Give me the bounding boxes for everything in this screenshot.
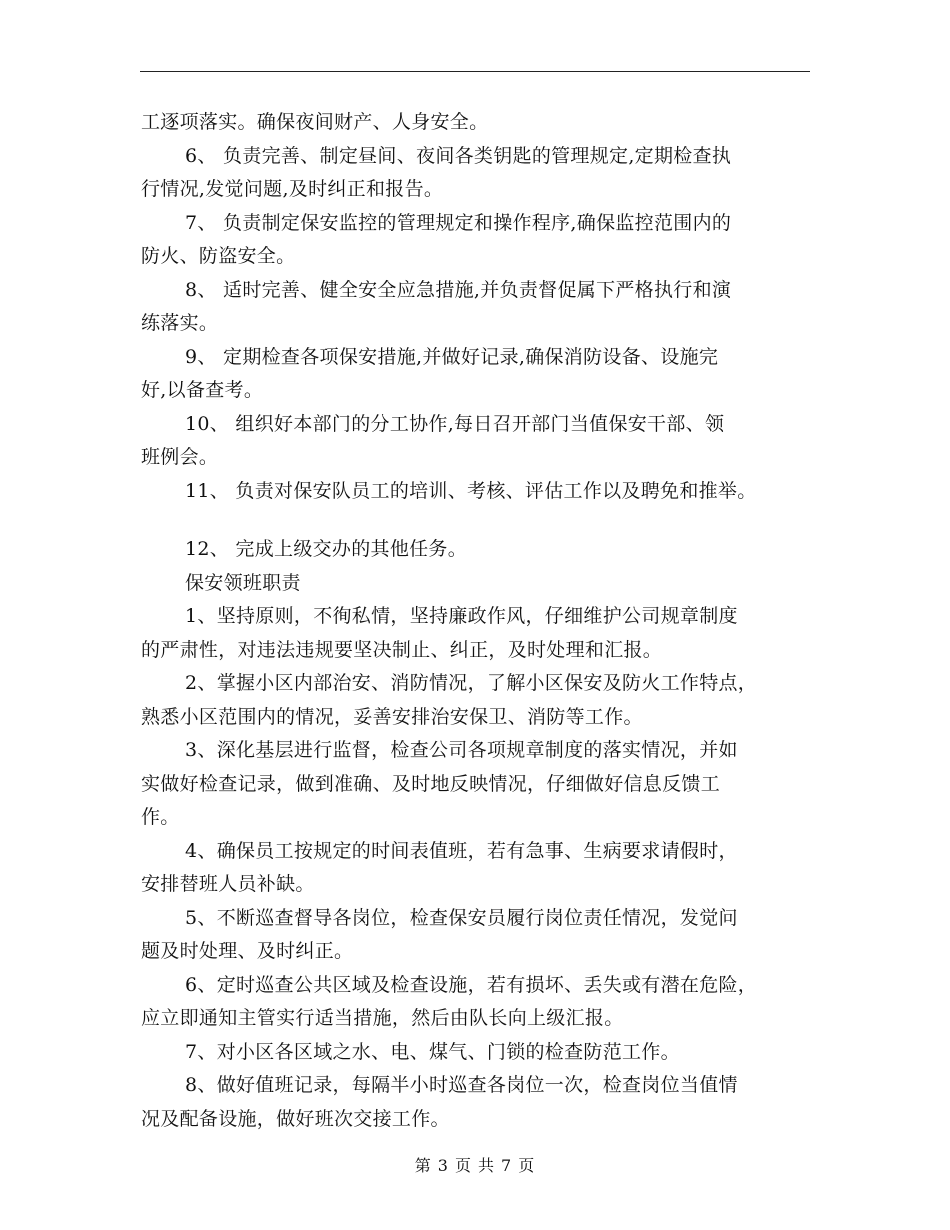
footer-page-number: 3 xyxy=(437,1156,449,1175)
text-line: 题及时处理、及时纠正。 xyxy=(141,940,354,962)
text-line: 5、不断巡查督导各岗位，检查保安员履行岗位责任情况，发觉问 xyxy=(185,906,738,929)
text-line: 班例会。 xyxy=(141,446,219,468)
footer-suffix: 页 xyxy=(518,1156,536,1175)
text-line: 12、 完成上级交办的其他任务。 xyxy=(185,538,468,560)
footer-prefix: 第 xyxy=(414,1156,432,1175)
footer-middle: 页 共 xyxy=(454,1156,496,1175)
footer-total-pages: 7 xyxy=(501,1156,513,1175)
text-line: 安排替班人员补缺。 xyxy=(141,873,315,895)
text-line: 的严肃性，对违法违规要坚决制止、纠正，及时处理和汇报。 xyxy=(141,638,663,661)
text-line: 8、 适时完善、健全安全应急措施,并负责督促属下严格执行和演 xyxy=(185,278,732,301)
page-footer xyxy=(0,1153,950,1176)
text-line: 作。 xyxy=(141,806,180,828)
text-line: 11、 负责对保安队员工的培训、考核、评估工作以及聘免和推举。 xyxy=(185,479,757,502)
text-line: 工逐项落实。确保夜间财产、人身安全。 xyxy=(141,111,489,133)
text-line: 9、 定期检查各项保安措施,并做好记录,确保消防设备、设施完 xyxy=(185,345,719,368)
text-line: 实做好检查记录，做到准确、及时地反映情况，仔细做好信息反馈工 xyxy=(141,772,721,795)
header-rule xyxy=(140,71,810,72)
text-line: 保安领班职责 xyxy=(185,571,301,594)
text-line: 7、对小区各区域之水、电、煤气、门锁的检查防范工作。 xyxy=(185,1040,680,1063)
paragraph-gap xyxy=(141,508,821,533)
text-line: 好,以备查考。 xyxy=(141,379,264,401)
text-line: 行情况,发觉问题,及时纠正和报告。 xyxy=(141,178,444,200)
text-line: 6、 负责完善、制定昼间、夜间各类钥匙的管理规定,定期检查执 xyxy=(185,144,732,167)
text-line: 4、确保员工按规定的时间表值班，若有急事、生病要求请假时， xyxy=(185,839,738,862)
text-line: 8、做好值班记录，每隔半小时巡查各岗位一次，检查岗位当值情 xyxy=(185,1074,738,1096)
text-line: 2、掌握小区内部治安、消防情况，了解小区保安及防火工作特点， xyxy=(185,672,758,694)
text-line: 应立即通知主管实行适当措施，然后由队长向上级汇报。 xyxy=(141,1007,624,1029)
text-line: 3、深化基层进行监督，检查公司各项规章制度的落实情况，并如 xyxy=(185,739,738,761)
text-line: 况及配备设施，做好班次交接工作。 xyxy=(141,1107,450,1130)
document-body xyxy=(141,106,821,1136)
text-line: 练落实。 xyxy=(141,312,219,334)
text-line: 6、定时巡查公共区域及检查设施，若有损坏、丢失或有潜在危险， xyxy=(185,973,758,996)
text-line: 10、 组织好本部门的分工协作,每日召开部门当值保安干部、领 xyxy=(185,412,725,435)
text-line: 防火、防盗安全。 xyxy=(141,245,296,267)
text-line: 熟悉小区范围内的情况，妥善安排治安保卫、消防等工作。 xyxy=(141,705,643,728)
text-line: 1、坚持原则，不徇私情，坚持廉政作风，仔细维护公司规章制度 xyxy=(185,605,738,627)
text-line: 7、 负责制定保安监控的管理规定和操作程序,确保监控范围内的 xyxy=(185,211,732,234)
